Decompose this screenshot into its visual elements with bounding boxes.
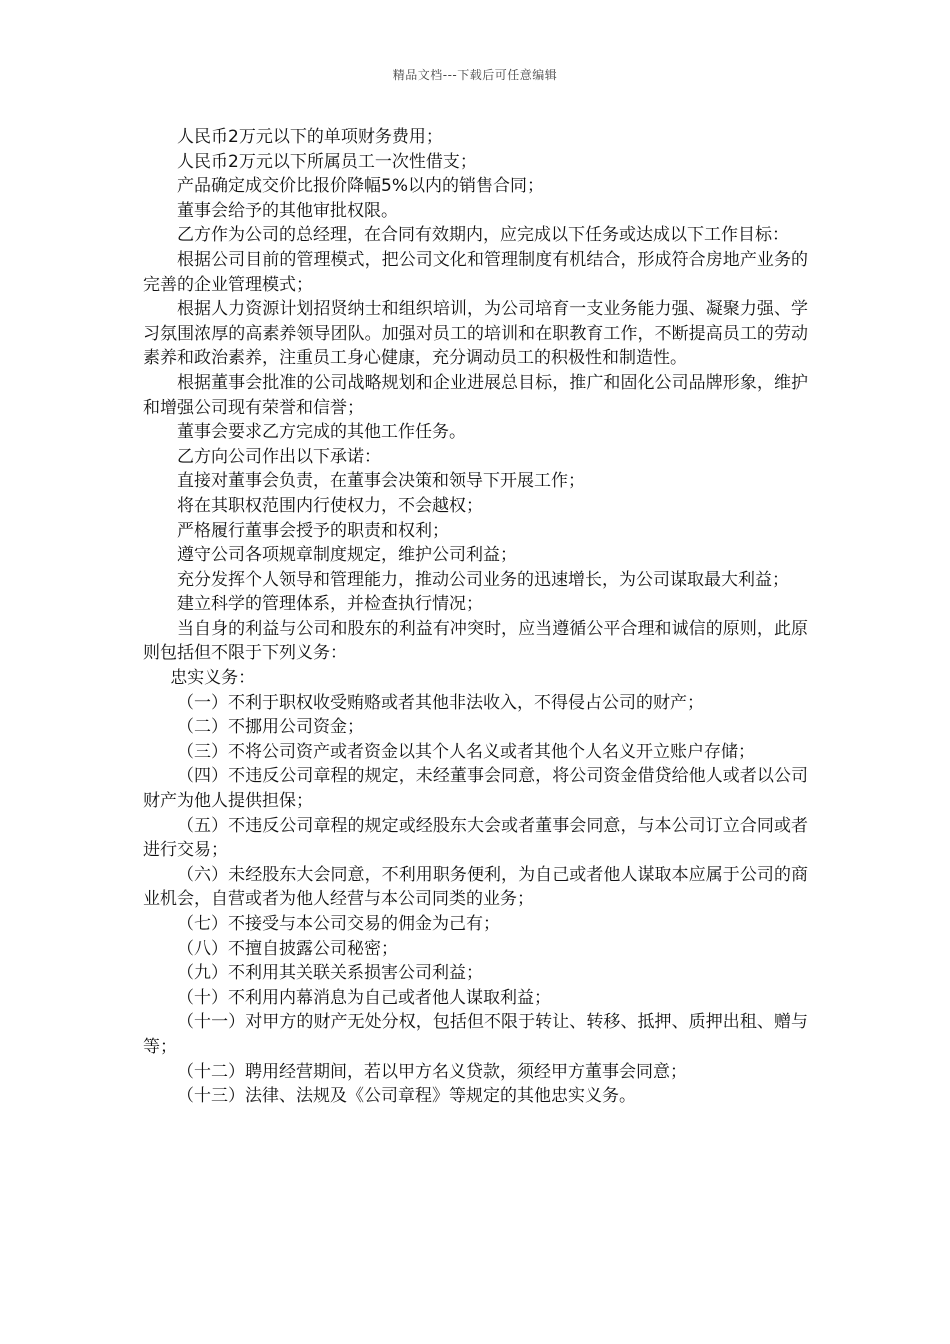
list-item: （四）不违反公司章程的规定，未经董事会同意，将公司资金借贷给他人或者以公司财产为他人提供担保； (143, 766, 808, 812)
paragraph: 人民币2万元以下所属员工一次性借支； (177, 151, 477, 172)
list-item: （二）不挪用公司资金； (177, 717, 364, 738)
paragraph: 当自身的利益与公司和股东的利益有冲突时，应当遵循公平合理和诚信的原则，此原则包括但不限于下列义务： (143, 618, 808, 664)
paragraph: 遵守公司各项规章制度规定，维护公司利益； (177, 545, 517, 566)
document-body (143, 125, 808, 1109)
list-item: （十）不利用内幕消息为自己或者他人谋取利益； (177, 987, 551, 1008)
paragraph: 充分发挥个人领导和管理能力，推动公司业务的迅速增长，为公司谋取最大利益； (177, 569, 789, 590)
paragraph: 将在其职权范围内行使权力，不会越权； (177, 495, 483, 516)
paragraph: 严格履行董事会授予的职责和权利； (177, 520, 449, 541)
paragraph: 根据董事会批准的公司战略规划和企业进展总目标，推广和固化公司品牌形象，维护和增强公司现有荣誉和信誉； (143, 372, 808, 418)
paragraph: 人民币2万元以下的单项财务费用； (177, 127, 443, 147)
list-item: （九）不利用其关联关系损害公司利益； (177, 963, 483, 984)
list-item: （十三）法律、法规及《公司章程》等规定的其他忠实义务。 (177, 1086, 636, 1107)
paragraph: 产品确定成交价比报价降幅5%以内的销售合同； (177, 176, 544, 197)
paragraph: 乙方作为公司的总经理，在合同有效期内，应完成以下任务或达成以下工作目标： (177, 225, 789, 246)
paragraph: 建立科学的管理体系，并检查执行情况； (177, 594, 483, 615)
paragraph: 董事会给予的其他审批权限。 (177, 200, 398, 221)
list-item: （六）未经股东大会同意，不利用职务便利，为自己或者他人谋取本应属于公司的商业机会，自营或者为他人经营与本公司同类的业务； (143, 864, 808, 910)
list-item: （七）不接受与本公司交易的佣金为己有； (177, 914, 500, 934)
paragraph: 直接对董事会负责，在董事会决策和领导下开展工作； (177, 471, 585, 492)
paragraph: 根据人力资源计划招贤纳士和组织培训，为公司培育一支业务能力强、凝聚力强、学习氛围浓厚的高素养领导团队。加强对员工的培训和在职教育工作，不断提高员工的劳动素养和政治素养，注重员工身心健康，充分调动员工的积极性和制造性。 (143, 299, 808, 369)
paragraph: 根据公司目前的管理模式，把公司文化和管理制度有机结合，形成符合房地产业务的完善的企业管理模式； (143, 249, 808, 295)
list-item: （八）不擅自披露公司秘密； (177, 938, 398, 959)
section-heading: 忠实义务： (170, 668, 256, 689)
list-item: （一）不利于职权收受贿赂或者其他非法收入，不得侵占公司的财产； (177, 692, 704, 713)
list-item: （三）不将公司资产或者资金以其个人名义或者其他个人名义开立账户存储； (177, 741, 755, 762)
list-item: （五）不违反公司章程的规定或经股东大会或者董事会同意，与本公司订立合同或者进行交易； (143, 815, 808, 861)
list-item: （十一）对甲方的财产无处分权，包括但不限于转让、转移、抵押、质押出租、赠与等； (143, 1012, 808, 1057)
list-item: （十二）聘用经营期间，若以甲方名义贷款，须经甲方董事会同意； (177, 1061, 687, 1082)
paragraph: 董事会要求乙方完成的其他工作任务。 (177, 422, 466, 443)
page-header: 精品文档---下载后可任意编辑 (392, 68, 558, 82)
paragraph: 乙方向公司作出以下承诺： (177, 446, 381, 467)
